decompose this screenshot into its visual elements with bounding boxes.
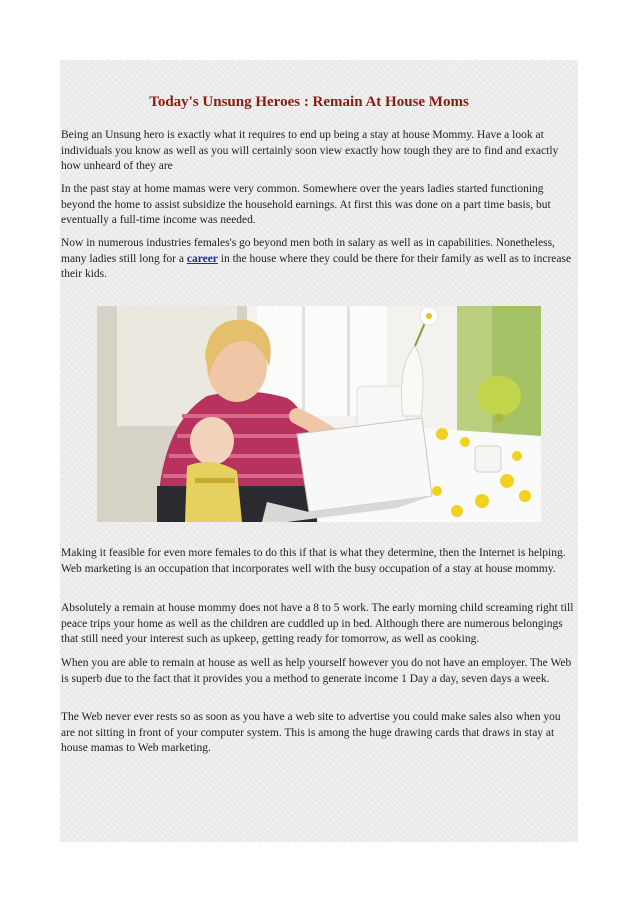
paragraph-2: In the past stay at home mamas were very common. Somewhere over the years ladies started functioning beyond the home to assist subsidize the household earnings. At first this was done on a part time basis, but eventually a full-time income was needed. xyxy=(61,183,551,226)
document-page xyxy=(60,60,578,842)
paragraph-3 xyxy=(61,236,576,283)
paragraph-6: When you are able to remain at house as well as help yourself however you do not have an employer. The Web is superb due to the fact that it provides you a method to generate income 1 Day a day, seven days a week. xyxy=(61,657,572,685)
career-link[interactable]: career xyxy=(186,252,218,265)
paragraph-5: Absolutely a remain at house mommy does not have a 8 to 5 work. The early morning child screaming right till peace trips your home as well as the children are cuddled up in bed. Although there are numerous belongings that still need your interest such as upkeep, getting ready for tomorrow, as well as cooking. xyxy=(61,602,574,645)
paragraph-3-text-b: in the house where they could be there for their family as well as to increase their kids. xyxy=(61,252,572,280)
mother-baby-laptop-photo xyxy=(97,306,541,522)
article-title: Today's Unsung Heroes : Remain At House Moms xyxy=(149,94,469,110)
paragraph-7: The Web never ever rests so as soon as you have a web site to advertise you could make sales also when you are not sitting in front of your computer system. This is among the huge drawing cards that draws in stay at house mamas to Web marketing. xyxy=(61,711,561,754)
paragraph-4: Making it feasible for even more females to do this if that is what they determine, then the Internet is helping. Web marketing is an occupation that incorporates well with the busy occupation of a stay at house mommy. xyxy=(61,547,566,575)
paragraph-3-text-a: Now in numerous industries females's go beyond men both in salary as well as in capabilities. Nonetheless, many ladies still long for a xyxy=(61,237,555,265)
paragraph-1: Being an Unsung hero is exactly what it requires to end up being a stay at house Mommy. Have a look at individuals you know as well as you will certainly soon view exactly how tough they are to find and exactly how unheard of they are xyxy=(61,129,559,172)
